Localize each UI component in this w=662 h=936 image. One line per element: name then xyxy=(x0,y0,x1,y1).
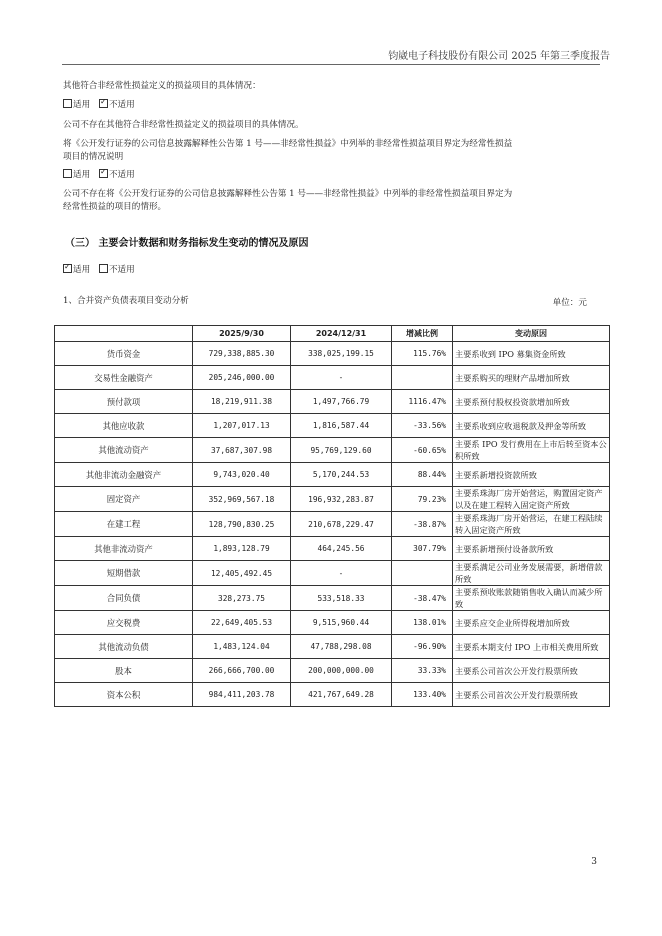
para1-option-applicable: 适用 xyxy=(63,100,90,110)
checkbox-icon xyxy=(63,169,72,178)
row-prior: 200,000,000.00 xyxy=(291,659,392,683)
row-change: 1116.47% xyxy=(392,390,453,414)
row-reason: 主要系公司首次公开发行股票所致 xyxy=(453,659,610,683)
row-item: 其他非流动资产 xyxy=(55,537,193,561)
report-header-title: 钧崴电子科技股份有限公司 2025 年第三季度报告 xyxy=(388,51,610,62)
row-reason: 主要系新增预付设备款所致 xyxy=(453,537,610,561)
row-change: 88.44% xyxy=(392,463,453,487)
row-change: 133.40% xyxy=(392,683,453,707)
row-item: 预付款项 xyxy=(55,390,193,414)
para2-options xyxy=(63,169,141,182)
row-change: 33.33% xyxy=(392,659,453,683)
header-reason: 变动原因 xyxy=(453,326,610,342)
row-item: 短期借款 xyxy=(55,561,193,586)
table-row xyxy=(55,586,610,611)
para1-options xyxy=(63,99,141,112)
para2-text-line2: 项目的情况说明 xyxy=(63,152,124,162)
row-item: 股本 xyxy=(55,659,193,683)
row-change: 79.23% xyxy=(392,487,453,512)
row-change xyxy=(392,366,453,390)
row-item: 交易性金融资产 xyxy=(55,366,193,390)
row-current: 729,338,885.30 xyxy=(193,342,291,366)
row-reason: 主要系满足公司业务发展需要，新增借款所致 xyxy=(453,561,610,586)
row-current: 1,483,124.04 xyxy=(193,635,291,659)
row-current: 12,405,492.45 xyxy=(193,561,291,586)
row-current: 352,969,567.18 xyxy=(193,487,291,512)
row-current: 18,219,911.38 xyxy=(193,390,291,414)
row-reason: 主要系珠海厂房开始营运，在建工程陆续转入固定资产所致 xyxy=(453,512,610,537)
row-item: 货币资金 xyxy=(55,342,193,366)
header-prior-period: 2024/12/31 xyxy=(291,326,392,342)
table-row xyxy=(55,561,610,586)
row-current: 9,743,020.40 xyxy=(193,463,291,487)
para1-statement: 公司不存在其他符合非经常性损益定义的损益项目的具体情况。 xyxy=(63,120,304,130)
table-header-row xyxy=(55,326,610,342)
row-change: 307.79% xyxy=(392,537,453,561)
para1-text: 其他符合非经常性损益定义的损益项目的具体情况： xyxy=(63,81,261,91)
table-row xyxy=(55,487,610,512)
row-current: 1,207,017.13 xyxy=(193,414,291,438)
row-reason: 主要系新增投资款所致 xyxy=(453,463,610,487)
row-prior: 338,025,199.15 xyxy=(291,342,392,366)
table-row xyxy=(55,611,610,635)
row-prior: 9,515,960.44 xyxy=(291,611,392,635)
row-current: 1,893,128.79 xyxy=(193,537,291,561)
para1-option-not-applicable: ✓ 不适用 xyxy=(99,100,135,110)
para2-option-applicable: 适用 xyxy=(63,170,90,180)
row-item: 应交税费 xyxy=(55,611,193,635)
row-prior: 464,245.56 xyxy=(291,537,392,561)
para2-statement-line2: 经常性损益的项目的情形。 xyxy=(63,202,167,212)
table-row xyxy=(55,390,610,414)
row-current: 266,666,700.00 xyxy=(193,659,291,683)
row-item: 在建工程 xyxy=(55,512,193,537)
row-prior: 210,678,229.47 xyxy=(291,512,392,537)
row-item: 其他流动资产 xyxy=(55,438,193,463)
row-reason: 主要系购买的理财产品增加所致 xyxy=(453,366,610,390)
unit-label: 单位：元 xyxy=(552,298,587,308)
table-row xyxy=(55,659,610,683)
table-row xyxy=(55,366,610,390)
row-reason: 主要系本期支付 IPO 上市相关费用所致 xyxy=(453,635,610,659)
row-prior: - xyxy=(291,561,392,586)
row-item: 合同负债 xyxy=(55,586,193,611)
row-change: 115.76% xyxy=(392,342,453,366)
row-change: 138.01% xyxy=(392,611,453,635)
table-row xyxy=(55,512,610,537)
row-item: 其他流动负债 xyxy=(55,635,193,659)
table-row xyxy=(55,635,610,659)
para2-statement-line1: 公司不存在将《公开发行证券的公司信息披露解释性公告第 1 号——非经常性损益》中列举的非经常性损益项目界定为 xyxy=(63,189,513,199)
table-row xyxy=(55,537,610,561)
row-change: -60.65% xyxy=(392,438,453,463)
row-reason: 主要系珠海厂房开始营运，购置固定资产以及在建工程转入固定资产所致 xyxy=(453,487,610,512)
header-divider xyxy=(62,64,600,65)
row-item: 固定资产 xyxy=(55,487,193,512)
row-reason: 主要系应交企业所得税增加所致 xyxy=(453,611,610,635)
row-prior: 533,518.33 xyxy=(291,586,392,611)
header-change-ratio: 增减比例 xyxy=(392,326,453,342)
section3-options xyxy=(63,264,141,277)
row-prior: 5,170,244.53 xyxy=(291,463,392,487)
row-reason: 主要系收到 IPO 募集资金所致 xyxy=(453,342,610,366)
row-item: 其他应收款 xyxy=(55,414,193,438)
row-reason: 主要系收到应收退税款及押金等所致 xyxy=(453,414,610,438)
checkbox-checked-icon xyxy=(99,99,108,108)
row-item: 其他非流动金融资产 xyxy=(55,463,193,487)
table-row xyxy=(55,438,610,463)
row-reason: 主要系公司首次公开发行股票所致 xyxy=(453,683,610,707)
row-current: 205,246,000.00 xyxy=(193,366,291,390)
table-row xyxy=(55,463,610,487)
row-item: 资本公积 xyxy=(55,683,193,707)
page-number: 3 xyxy=(591,857,597,867)
row-reason: 主要系预收账款随销售收入确认而减少所致 xyxy=(453,586,610,611)
row-prior: 421,767,649.28 xyxy=(291,683,392,707)
row-change: -96.90% xyxy=(392,635,453,659)
row-reason: 主要系 IPO 发行费用在上市后转至资本公积所致 xyxy=(453,438,610,463)
balance-sheet-change-table xyxy=(54,325,610,707)
row-prior: 47,788,298.08 xyxy=(291,635,392,659)
row-current: 37,687,307.98 xyxy=(193,438,291,463)
row-change: -33.56% xyxy=(392,414,453,438)
checkbox-checked-icon xyxy=(99,169,108,178)
row-current: 328,273.75 xyxy=(193,586,291,611)
checkbox-checked-icon xyxy=(63,264,72,273)
checkbox-icon xyxy=(63,99,72,108)
header-current-period: 2025/9/30 xyxy=(193,326,291,342)
para2-option-not-applicable: ✓ 不适用 xyxy=(99,170,135,180)
section3-option-not-applicable: 不适用 xyxy=(99,265,135,275)
row-prior: 196,932,283.87 xyxy=(291,487,392,512)
row-change xyxy=(392,561,453,586)
header-item xyxy=(55,326,193,342)
section-3-title: （三） 主要会计数据和财务指标发生变动的情况及原因 xyxy=(65,238,309,249)
row-current: 22,649,405.53 xyxy=(193,611,291,635)
section3-option-applicable: ✓适用 xyxy=(63,265,90,275)
subsection-title: 1、合并资产负债表项目变动分析 xyxy=(63,296,189,306)
row-prior: 1,816,587.44 xyxy=(291,414,392,438)
row-prior: - xyxy=(291,366,392,390)
row-prior: 1,497,766.79 xyxy=(291,390,392,414)
para2-text-line1: 将《公开发行证券的公司信息披露解释性公告第 1 号——非经常性损益》中列举的非经常性损益项目界定为经常性损益 xyxy=(63,139,513,149)
row-change: -38.87% xyxy=(392,512,453,537)
checkbox-icon xyxy=(99,264,108,273)
table-row xyxy=(55,414,610,438)
row-reason: 主要系预付股权投资款增加所致 xyxy=(453,390,610,414)
row-change: -38.47% xyxy=(392,586,453,611)
table-row xyxy=(55,342,610,366)
row-current: 984,411,203.78 xyxy=(193,683,291,707)
row-current: 128,790,830.25 xyxy=(193,512,291,537)
table-row xyxy=(55,683,610,707)
row-prior: 95,769,129.60 xyxy=(291,438,392,463)
